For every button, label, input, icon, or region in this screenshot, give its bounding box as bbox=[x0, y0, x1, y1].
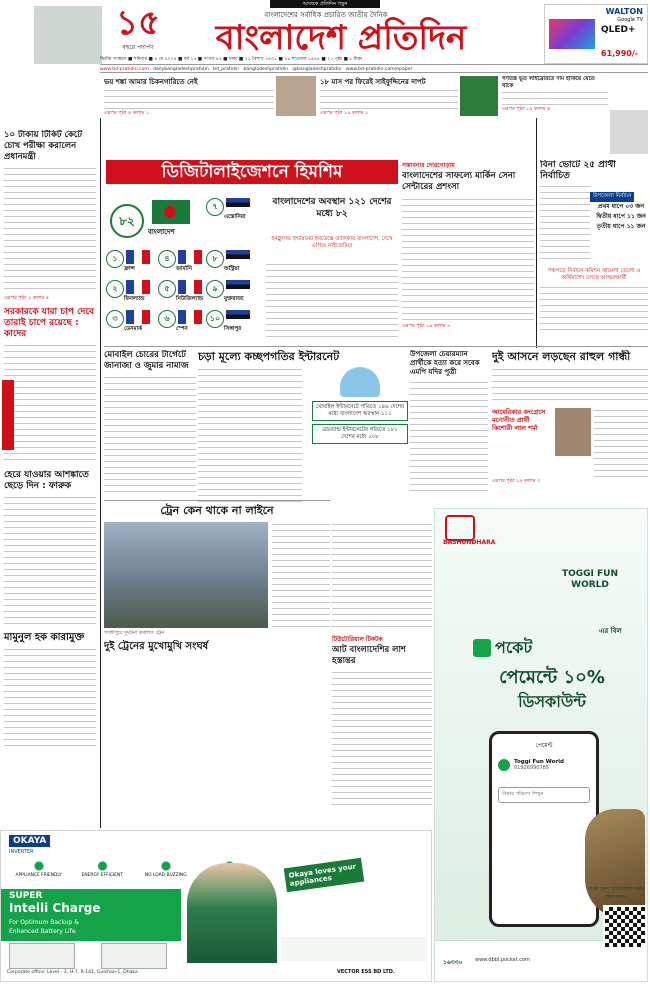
paper-title: বাংলাদেশ প্রতিদিন bbox=[215, 18, 467, 58]
tiktok-body bbox=[332, 670, 432, 810]
okaya-sub2: Enhanced Battery Life bbox=[9, 928, 76, 935]
rank-flag-icon bbox=[126, 310, 150, 324]
mobile-story[interactable] bbox=[104, 350, 196, 510]
okaya-product bbox=[9, 943, 75, 969]
rank-number: ৯ bbox=[206, 280, 224, 298]
pocket-ad[interactable] bbox=[434, 508, 648, 982]
ballot-item-3: তৃতীয় ধাপে ১১ জন bbox=[596, 223, 646, 230]
clash-body bbox=[104, 657, 330, 807]
mid-story[interactable] bbox=[402, 160, 534, 342]
tiktok-body-top bbox=[332, 522, 432, 628]
okaya-address: Corporate office: Level - 3, H-7, R-141, Gulshan-1, Dhaka bbox=[7, 970, 138, 975]
train-photo bbox=[104, 522, 268, 628]
feature-1: APPLIANCE FRIENDLY bbox=[9, 861, 69, 885]
anniversary-caption: বছরে পদার্পণ bbox=[122, 44, 154, 51]
merchant-phone: 01926990785 bbox=[514, 765, 549, 771]
masthead-photo bbox=[34, 6, 102, 64]
discount: ডিসকাউন্ট bbox=[518, 692, 586, 711]
rank-flag-icon bbox=[226, 250, 250, 264]
tagline: বাংলাদেশের সর্বাধিক প্রচারিত জাতীয় দৈনিক bbox=[264, 11, 388, 19]
ballot-body2 bbox=[540, 285, 648, 331]
teaser-2-more: এরপর পৃষ্ঠা ১৯ কলাম ১ bbox=[320, 110, 369, 116]
rank-flag-icon bbox=[178, 280, 202, 294]
teaser-3-more: এরপর পৃষ্ঠা ১৯ কলাম ৪ bbox=[502, 106, 551, 112]
train-head[interactable]: ট্রেন কেন থাকে না লাইনে bbox=[160, 504, 274, 517]
rank-flag-icon bbox=[126, 280, 150, 294]
left-story2-body bbox=[4, 343, 96, 463]
upazila-body bbox=[410, 380, 488, 492]
teaser-2-body bbox=[320, 88, 458, 110]
anniversary-mark bbox=[108, 4, 168, 56]
rank-head: বাংলাদেশের অবস্থান ১২১ দেশের মধ্যে ৮২ bbox=[272, 197, 392, 219]
rank-flag-icon bbox=[226, 198, 250, 212]
walton-brand: WALTON bbox=[605, 7, 643, 16]
teaser-photo-modi bbox=[276, 76, 316, 116]
merchant-row bbox=[498, 759, 590, 771]
mid-body bbox=[402, 197, 534, 323]
left-story4-body bbox=[4, 495, 96, 625]
rank-cell bbox=[158, 248, 208, 276]
ballot-item-1: প্রথম ধাপে ০৩ জন bbox=[597, 203, 645, 210]
rahul-story[interactable] bbox=[492, 350, 648, 510]
tier3-rule bbox=[104, 500, 330, 501]
youtube-link[interactable]: bangladeshpratidin bbox=[243, 67, 288, 72]
teaser-1[interactable] bbox=[104, 76, 274, 116]
tiktok-story[interactable] bbox=[332, 522, 432, 818]
bill-label: এর বিল bbox=[599, 627, 622, 635]
okaya-brand: OKAYA bbox=[9, 835, 50, 847]
phone-mock bbox=[489, 731, 599, 927]
rahul-side-head: আমেরিকার কংগ্রেসে মনোনীত প্রার্থী কিশোরী লাল শর্মা bbox=[492, 408, 546, 432]
instagram-link[interactable]: @bangladeshpratidin bbox=[292, 67, 342, 72]
rank-number: ৮ bbox=[206, 250, 224, 268]
rank-sub: ইনক্লুসিভ ইন্টারনেট ইনডেক্সে তালিকায় বাংলাদেশ, দেখে এগিয়ে নাইজেরিয়া bbox=[271, 236, 393, 249]
rank-country: অস্ট্রিয়া bbox=[224, 266, 240, 272]
merchant-name: Toggi Fun World bbox=[514, 759, 564, 765]
teaser-3[interactable] bbox=[502, 76, 608, 116]
okaya-head1: SUPER bbox=[9, 891, 43, 901]
internet-box2: ব্রডব্যান্ড ইন্টারনেটের গতিতে ১৮১ দেশের মধ্যে ১০৮ bbox=[312, 424, 408, 444]
train-caption: গাজীপুরে দুর্ঘটনা কবলিত ট্রেন bbox=[104, 630, 165, 636]
okaya-product-2 bbox=[101, 943, 167, 969]
rank-number: ১ bbox=[106, 250, 124, 268]
ballot-note: পঞ্চগড়ে নির্বাচন কমিশন ঝামেলা তেলো ও অর্থিমাশেদ চলছে আত্মরক্ষার্থী bbox=[547, 268, 641, 281]
top-tag: আজকে প্রতিদিন পড়ুন bbox=[270, 0, 380, 8]
ballot-body bbox=[540, 184, 590, 264]
twitter-link[interactable]: bd_pratidin bbox=[213, 67, 240, 72]
okaya-tagline: Okaya loves your appliances bbox=[284, 858, 365, 893]
merchant-avatar bbox=[498, 759, 510, 771]
mid-head: বাংলাদেশের সাফল্যে মার্কিন সেনা সেন্টারের প্রশংসা bbox=[402, 171, 516, 192]
rank-cell bbox=[206, 196, 264, 224]
rank-cell bbox=[158, 308, 208, 336]
internet-head: চড়া মূল্যে কচ্ছপগতির ইন্টারনেট bbox=[198, 350, 340, 363]
okaya-headline-bar bbox=[1, 889, 181, 941]
teaser-1-body bbox=[104, 88, 274, 110]
rank-country: ফ্রান্স bbox=[124, 266, 135, 272]
amount-input[interactable]: টাকার পরিমাণ লিখুন bbox=[498, 787, 590, 803]
okaya-sub1: For Optimum Backup & bbox=[9, 919, 79, 926]
ballot-tag: উপজেলা নির্বাচন bbox=[590, 192, 634, 202]
dateline-bar bbox=[100, 56, 544, 64]
rank-flag-icon bbox=[178, 250, 202, 264]
banner bbox=[106, 160, 398, 184]
okaya-head2: Intelli Charge bbox=[9, 901, 101, 915]
teaser-3-head: গণতন্ত্র ভূত লাইব্রেরিতে দাম হাঁকিয়ে যেতে থাকে bbox=[502, 76, 595, 89]
rahul-photo bbox=[555, 408, 591, 456]
walton-tv-image bbox=[549, 19, 595, 49]
okaya-phone-strip bbox=[281, 937, 427, 961]
bd-rank-circle: ৮২ bbox=[110, 204, 144, 238]
internet-graphic bbox=[312, 367, 408, 503]
rank-flag-icon bbox=[226, 310, 250, 324]
epaper-link[interactable]: www.bd-pratidin.com/epaper bbox=[345, 67, 413, 72]
left-lead-more: এরপর পৃষ্ঠা ২ কলাম ৫ bbox=[4, 295, 50, 301]
tiktok-kicker: টিউটোরিয়াল টিকটক bbox=[332, 636, 383, 643]
okaya-sub: INVERTER bbox=[9, 849, 34, 855]
rank-cell bbox=[158, 278, 208, 306]
rank-cell bbox=[106, 278, 156, 306]
anniversary-number: ১৫ bbox=[115, 4, 161, 43]
clash-story[interactable] bbox=[104, 640, 330, 820]
pocket-word: পকেট bbox=[495, 637, 533, 657]
web-link[interactable]: www.bd-pratidin.com bbox=[100, 67, 149, 72]
rank-number: ১০ bbox=[206, 310, 224, 328]
app-title: পেমেন্ট bbox=[535, 742, 553, 749]
feature-2: ENERGY EFFICIENT bbox=[73, 861, 133, 885]
ballot-list bbox=[594, 202, 648, 232]
rank-flag-icon bbox=[178, 310, 202, 324]
rank-flag-icon bbox=[226, 280, 250, 294]
rank-subhead bbox=[266, 236, 398, 258]
qr-caption: পকেট অ্যাপ ডাউনলোড করতে স্ক্যান করুন bbox=[587, 887, 645, 900]
banner-text: ডিজিটালাইজেশনে হিমশিম bbox=[161, 162, 343, 182]
wifi-icon bbox=[340, 367, 380, 397]
rank-country: সিঙ্গাপুর bbox=[224, 326, 242, 332]
rank-cell bbox=[206, 308, 264, 336]
okaya-ad[interactable] bbox=[0, 830, 432, 982]
rank-country: যুক্তরাজ্য bbox=[224, 296, 244, 302]
bd-flag bbox=[152, 200, 190, 224]
rank-country: জার্মানি bbox=[176, 266, 193, 272]
okaya-model bbox=[187, 863, 277, 963]
rank-cell bbox=[206, 248, 264, 276]
upazila-story[interactable] bbox=[410, 350, 488, 510]
rahul-more: এরপর পৃষ্ঠা ১৯ কলাম ৩ bbox=[492, 478, 541, 484]
walton-product: QLED+ bbox=[601, 25, 636, 35]
rank-cell bbox=[206, 278, 264, 306]
left-story5-head[interactable]: মামুনুল হক কারামুক্ত bbox=[4, 632, 85, 643]
bashundhara-brand: BASHUNDHARA bbox=[443, 539, 496, 546]
rahul-inner bbox=[492, 408, 648, 478]
left-column bbox=[0, 130, 100, 830]
rahul-side bbox=[492, 408, 552, 478]
dinosaur-image bbox=[585, 809, 645, 919]
bashundhara-logo bbox=[445, 515, 475, 541]
mid-kicker: সম্ভাবনার দোরগোড়ায় bbox=[402, 162, 455, 169]
internet-box1: মোবাইল ইন্টারনেটে গতিতে ১৪৬ দেশের মধ্যে বাংলাদেশ অবস্থান ১১১ bbox=[312, 401, 408, 421]
teaser-3-body bbox=[502, 90, 608, 106]
teaser-1-head: ভয় শঙ্কা আমার চিকনগারিতে নেই bbox=[104, 78, 198, 86]
teaser-1-more: এরপর পৃষ্ঠা ৪ কলাম ১ bbox=[104, 110, 150, 116]
rahul-body2 bbox=[594, 408, 648, 478]
rank-cell bbox=[106, 308, 156, 336]
rank-number: ৪ bbox=[158, 250, 176, 268]
internet-body bbox=[198, 367, 302, 503]
rank-number: ৬ bbox=[158, 310, 176, 328]
left-story2-head[interactable]: সরকারকে যারা চাপ দেবে তারাই চাপে রয়েছে : কাদের bbox=[4, 307, 95, 339]
rank-country: ফিনল্যান্ড bbox=[124, 296, 145, 302]
pocket-label bbox=[473, 637, 643, 659]
rank-headline[interactable] bbox=[266, 196, 398, 236]
qr-code[interactable] bbox=[603, 905, 647, 949]
ballot-item-2: দ্বিতীয় ধাপে ১১ জন bbox=[596, 213, 646, 220]
rahul-body bbox=[492, 367, 648, 405]
internet-story[interactable] bbox=[198, 350, 408, 510]
rank-flag-icon bbox=[126, 250, 150, 264]
rank-right bbox=[206, 196, 264, 346]
dateline: দ্বিতীয় সংস্করণ ■ শনিবার ■ ৪ মে ২০২৪ ■ বর্ষ ১৫ ■ সংখ্যা ৪৪ ■ ঢাকা ■ ২১ বৈশাখ ১৪৩১ ■ ২৪ শাওয়াল ১৪৪৫ ■ ২১ পৃষ্ঠা ■ ৮ টাকা bbox=[100, 57, 363, 62]
pocket-web: www.dbbl.pocket.com bbox=[475, 957, 530, 963]
walton-sub: Google TV bbox=[617, 17, 643, 23]
facebook-link[interactable]: dailybangladeshpratidin bbox=[153, 67, 209, 72]
ballot-story[interactable] bbox=[540, 160, 648, 350]
teaser-2[interactable] bbox=[320, 76, 458, 116]
train-body bbox=[272, 522, 330, 628]
bd-label: বাংলাদেশ bbox=[148, 228, 175, 236]
rank-story-body bbox=[266, 262, 398, 342]
rank-country: স্পেন bbox=[176, 326, 188, 332]
walton-ad[interactable] bbox=[544, 4, 648, 64]
offer: পেমেন্টে ১০% bbox=[499, 667, 605, 688]
mobile-body bbox=[104, 375, 196, 493]
rank-number: ৭ bbox=[206, 198, 224, 216]
rank-number: ৩ bbox=[106, 310, 124, 328]
social-bar bbox=[100, 64, 648, 73]
hotline: ১৬৩৩০ bbox=[443, 959, 463, 966]
rank-country: ডেনমার্ক bbox=[124, 326, 143, 332]
upazila-head: উপজেলা চেয়ারম্যান প্রার্থীকে হত্যা করে সবেক এমপি যদির পুত্রী bbox=[410, 350, 480, 376]
left-lead-head[interactable]: ১০ টাকায় টিকিট কেটে চোখ পরীক্ষা করালেন প্রধানমন্ত্রী bbox=[4, 130, 82, 162]
left-story5-body bbox=[4, 647, 96, 747]
rank-country: নিউজিল্যান্ড bbox=[176, 296, 204, 302]
tiktok-head: আট বাংলাদেশির লাশ হস্তান্তর bbox=[332, 645, 406, 666]
feature-3: NO LOAD BUZZING bbox=[136, 861, 196, 885]
mid-more: এরপর পৃষ্ঠা ১৯ কলাম ২ bbox=[402, 323, 451, 329]
rank-country: এস্তোনিয়া bbox=[224, 214, 246, 220]
okaya-maker: VECTOR ESS BD LTD. bbox=[337, 969, 395, 975]
rahul-head: দুই আসনে লড়ছেন রাহুল গান্ধী bbox=[492, 350, 631, 363]
right-col-rule bbox=[536, 118, 537, 348]
walton-price: 61,990/- bbox=[601, 49, 639, 58]
pocket-icon bbox=[473, 639, 491, 657]
left-col-rule bbox=[100, 118, 101, 828]
side-tag bbox=[2, 380, 14, 450]
rank-number: ২ bbox=[106, 280, 124, 298]
ballot-head: বিনা ভোটে ২৫ প্রার্থী নির্বাচিত bbox=[540, 160, 616, 181]
left-lead-body bbox=[4, 166, 96, 292]
clash-head: দুই ট্রেনের মুখোমুখি সংঘর্ষ bbox=[104, 641, 209, 652]
rank-cell bbox=[106, 248, 156, 276]
teaser-2-head: ১৮ মাস পর ফিরেই সাইফুদ্দিনের দাপট bbox=[320, 78, 426, 86]
teaser-photo-saifuddin bbox=[460, 76, 498, 116]
teaser-photo-3 bbox=[610, 110, 648, 154]
left-story4-head[interactable]: হেরে যাওয়ার আশঙ্কাতে ছেড়ে দিন : ফারুক bbox=[4, 470, 89, 491]
tier2-rule bbox=[104, 346, 648, 347]
mobile-head: মোবাইল চোরের টার্গেটে জানাজা ও জুমার নামাজ bbox=[104, 350, 189, 371]
fun-world: TOGGI FUN WORLD bbox=[561, 569, 619, 590]
rank-number: ৫ bbox=[158, 280, 176, 298]
